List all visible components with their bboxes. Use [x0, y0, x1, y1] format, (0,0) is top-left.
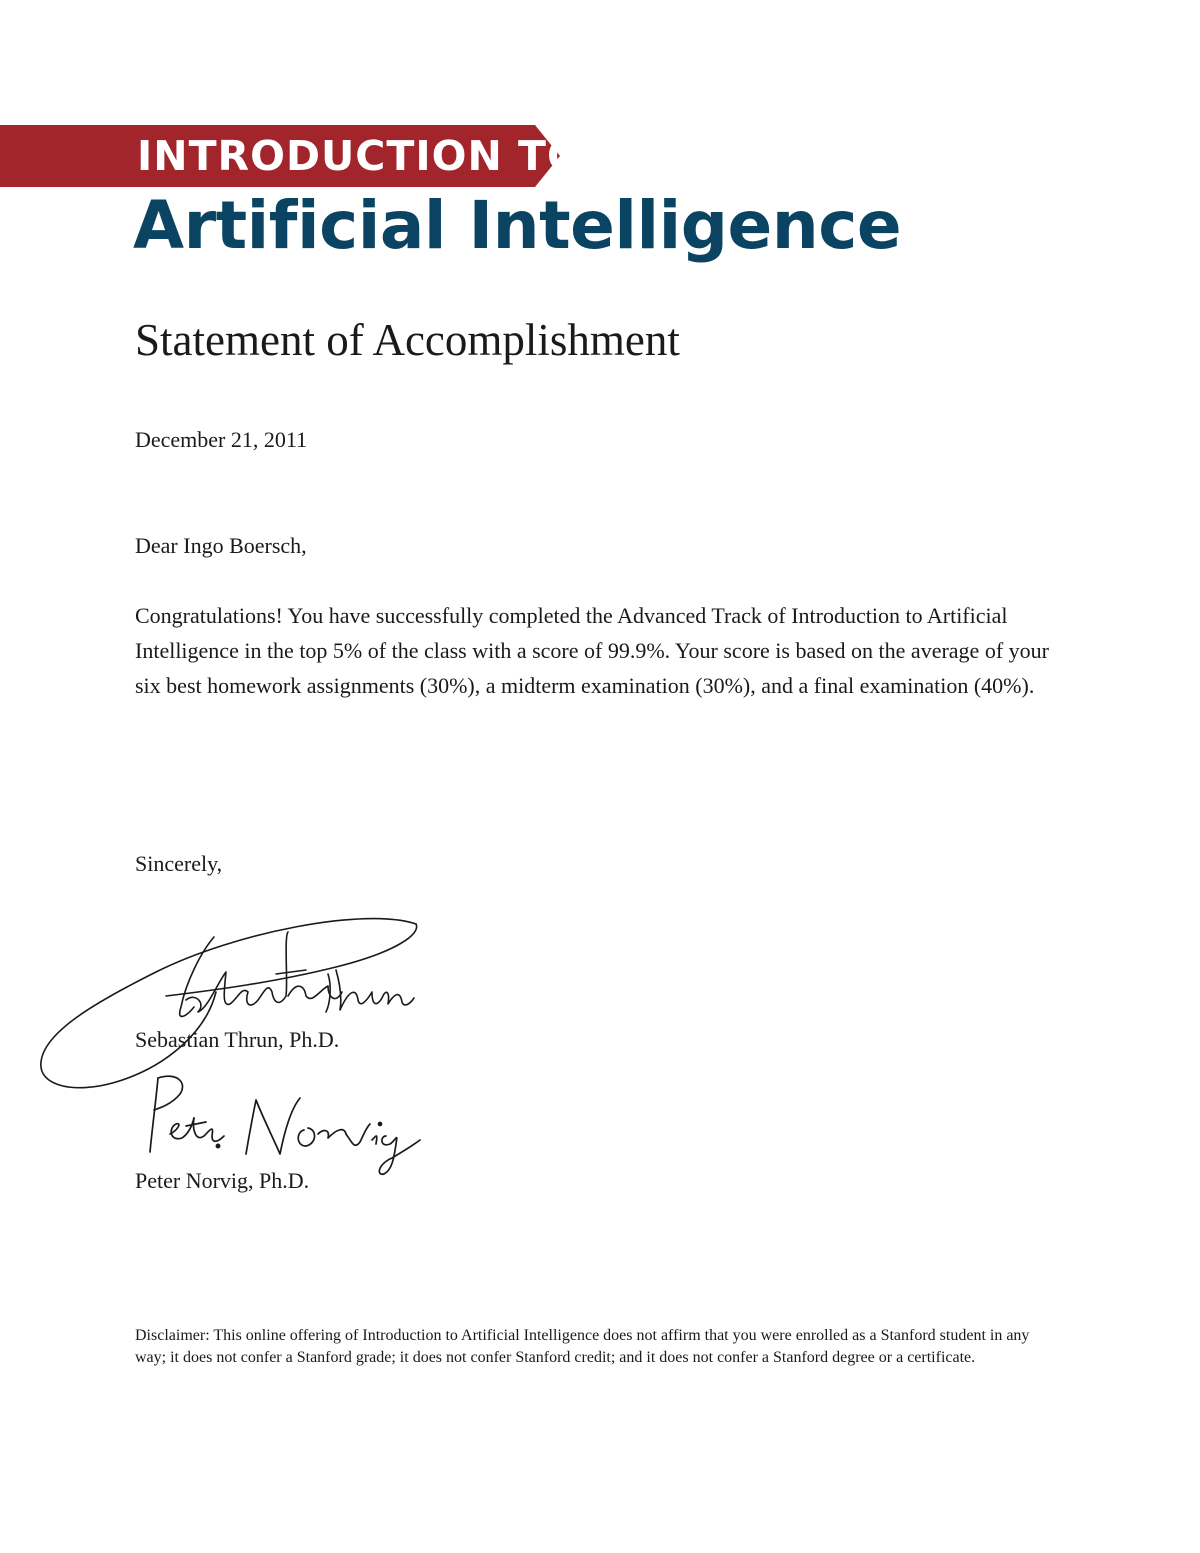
document-date: December 21, 2011: [135, 427, 308, 452]
signer-name-thrun: Sebastian Thrun, Ph.D.: [135, 1027, 340, 1052]
disclaimer: Disclaimer: This online offering of Introduction to Artificial Intelligence does not affirm that you were enrolled as a Stanford student in any way; it does not confer a Stanford grade; it does not confer Stanford credit; and it does not confer a Stanford degree or a certificate.: [135, 1327, 1030, 1366]
body-paragraph: Congratulations! You have successfully completed the Advanced Track of Introduction to Artificial Intelligence in the top 5% of the class with a score of 99.9%. Your score is based on the average of your six best homework assignments (30%), a midterm examination (30%), and a final examination (40%).: [135, 603, 1049, 698]
signer-name-norvig: Peter Norvig, Ph.D.: [135, 1168, 310, 1193]
closing: Sincerely,: [135, 851, 223, 876]
salutation: Dear Ingo Boersch,: [135, 533, 307, 558]
course-title: Artificial Intelligence: [133, 187, 902, 264]
banner-text: INTRODUCTION TO: [137, 132, 583, 180]
document-title: Statement of Accomplishment: [135, 315, 680, 365]
